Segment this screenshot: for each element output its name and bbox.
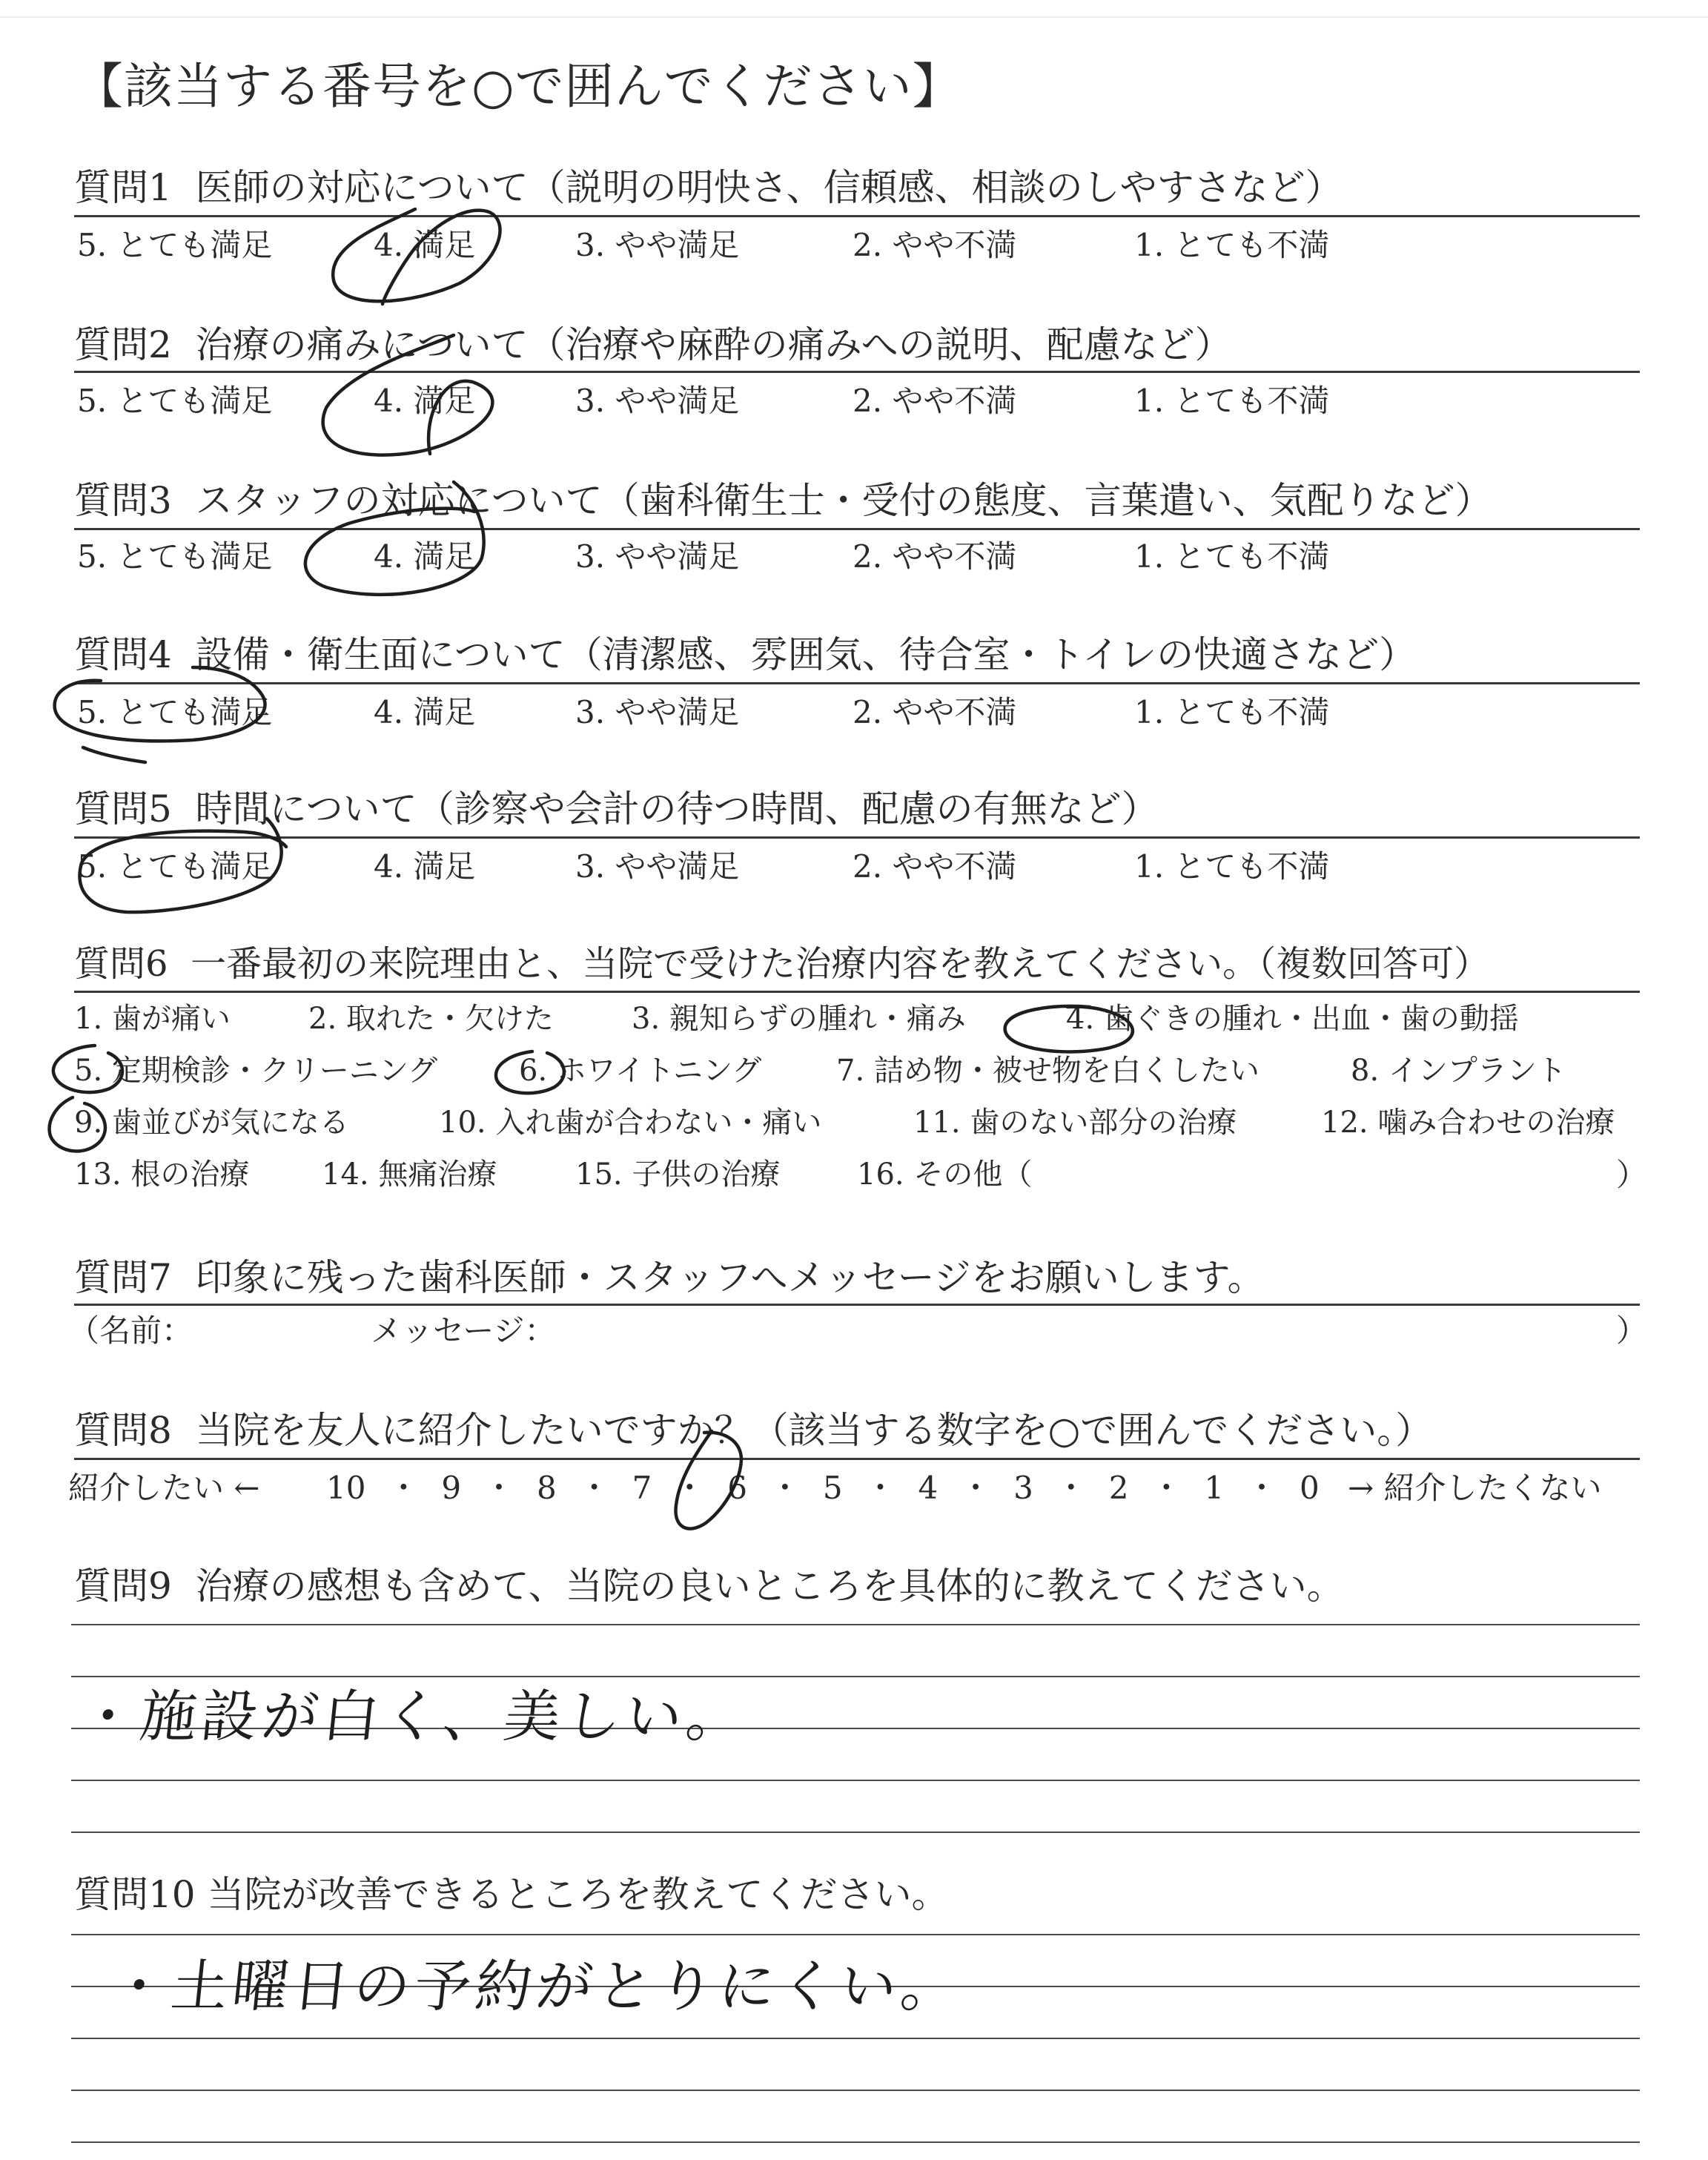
question-heading [74,1409,1433,1452]
recommend-scale [326,1470,1320,1506]
question-text: 医師の対応について（説明の明快さ、信頼感、相談のしやすさなど） [195,166,1343,209]
question-text: 治療の痛みについて（治療や麻酔の痛みへの説明、配慮など） [195,323,1232,366]
reason-option[interactable]: 5. 定期検診・クリーニング [74,1054,438,1088]
reason-option-other[interactable]: 16. その他（ [857,1157,1033,1192]
option-1[interactable]: 1. とても不満 [1134,383,1330,419]
name-label: （名前： [68,1312,193,1349]
scale-value[interactable]: 1 [1204,1470,1225,1506]
reason-option[interactable]: 3. 親知らずの腫れ・痛み [632,1002,966,1036]
reason-option[interactable]: 12. 噛み合わせの治療 [1321,1106,1615,1140]
question-heading [74,323,1232,366]
scale-value[interactable]: 6 [727,1470,747,1506]
answer-line [71,1624,1640,1625]
option-4[interactable]: 4. 満足 [374,538,476,575]
question-rule [74,836,1640,839]
reason-option[interactable]: 13. 根の治療 [74,1157,250,1192]
option-2[interactable]: 2. やや不満 [853,694,1017,730]
scale-value[interactable]: 10 [326,1470,366,1506]
scale-dot: ・ [769,1470,801,1506]
question-rule [74,215,1640,217]
question-rule [74,1458,1640,1460]
option-3[interactable]: 3. やや満足 [575,227,740,263]
question-label: 質問6 [74,943,168,985]
option-4[interactable]: 4. 満足 [374,848,476,885]
other-close-paren: ） [1616,1157,1648,1193]
question-text: 当院が改善できるところを教えてください。 [207,1873,949,1916]
answer-line [71,1934,1640,1935]
reason-option[interactable]: 2. 取れた・欠けた [308,1002,554,1036]
page-top-edge [0,16,1708,18]
question-rule [74,682,1640,684]
question-text: 当院を友人に紹介したいですか？（該当する数字を○で囲んでください。） [195,1409,1433,1452]
question-text: スタッフの対応について（歯科衛生士・受付の態度、言葉遣い、気配りなど） [195,479,1492,522]
scale-value[interactable]: 5 [822,1470,843,1506]
question-label: 質問5 [74,787,172,830]
answer-line [71,1832,1640,1833]
scale-left-label: 紹介したい ← [68,1470,260,1506]
question-rule [74,528,1640,530]
scale-dot: ・ [960,1470,992,1506]
option-1[interactable]: 1. とても不満 [1134,848,1330,885]
question-heading [74,1565,1344,1608]
option-3[interactable]: 3. やや満足 [575,538,740,575]
scale-value[interactable]: 7 [632,1470,652,1506]
answer-line [71,1780,1640,1781]
reason-option[interactable]: 14. 無痛治療 [322,1157,497,1192]
reason-option[interactable]: 7. 詰め物・被せ物を白くしたい [836,1054,1260,1088]
question-heading [74,1256,1265,1299]
option-2[interactable]: 2. やや不満 [853,227,1017,263]
question-label: 質問3 [74,479,172,522]
scale-value[interactable]: 2 [1108,1470,1129,1506]
option-1[interactable]: 1. とても不満 [1134,694,1330,730]
question-label: 質問8 [74,1409,172,1452]
option-5[interactable]: 5. とても満足 [77,848,273,885]
question-rule [74,991,1640,993]
scale-dot: ・ [578,1470,610,1506]
question-heading [74,787,1159,830]
handwritten-answer[interactable]: ・土曜日の予約がとりにくい。 [107,1953,966,2019]
question-label: 質問7 [74,1256,172,1299]
reason-option[interactable]: 15. 子供の治療 [575,1157,781,1192]
reason-option[interactable]: 9. 歯並びが気になる [74,1106,349,1140]
scale-dot: ・ [674,1470,706,1506]
question-label: 質問4 [74,633,172,676]
scale-value[interactable]: 4 [918,1470,939,1506]
question-text: 印象に残った歯科医師・スタッフへメッセージをお願いします。 [195,1256,1265,1299]
question-rule [74,1304,1640,1306]
scale-dot: ・ [1055,1470,1087,1506]
option-2[interactable]: 2. やや不満 [853,848,1017,885]
reason-option[interactable]: 11. 歯のない部分の治療 [913,1106,1237,1140]
question-label: 質問10 [74,1873,196,1916]
option-3[interactable]: 3. やや満足 [575,694,740,730]
option-2[interactable]: 2. やや不満 [853,383,1017,419]
scale-right-label: → 紹介したくない [1348,1470,1602,1506]
page-title: 【該当する番号を○で囲んでください】 [74,58,962,115]
question-label: 質問2 [74,323,172,366]
question-heading [74,633,1417,676]
scale-value[interactable]: 0 [1299,1470,1320,1506]
option-3[interactable]: 3. やや満足 [575,383,740,419]
option-5[interactable]: 5. とても満足 [77,538,273,575]
question-text: 治療の感想も含めて、当院の良いところを具体的に教えてください。 [195,1565,1344,1608]
message-label: メッセージ： [371,1312,556,1349]
answer-line [71,2090,1640,2091]
question-text: 一番最初の来院理由と、当院で受けた治療内容を教えてください。（複数回答可） [191,943,1490,985]
question-heading [74,166,1343,209]
question-label: 質問1 [74,166,172,209]
scale-dot: ・ [1151,1470,1182,1506]
option-5[interactable]: 5. とても満足 [77,694,273,730]
option-1[interactable]: 1. とても不満 [1134,538,1330,575]
question-label: 質問9 [74,1565,172,1608]
handwritten-answer[interactable]: ・施設が白く、美しい。 [76,1683,751,1749]
reason-option[interactable]: 10. 入れ歯が合わない・痛い [439,1106,822,1140]
option-2[interactable]: 2. やや不満 [853,538,1017,575]
question-text: 時間について（診察や会計の待つ時間、配慮の有無など） [195,787,1159,830]
reason-option[interactable]: 6. ホワイトニング [519,1054,762,1088]
answer-line [71,2038,1640,2039]
option-4[interactable]: 4. 満足 [374,694,476,730]
scale-dot: ・ [864,1470,896,1506]
scale-dot: ・ [483,1470,515,1506]
message-close-paren: ） [1616,1312,1648,1349]
scale-dot: ・ [1246,1470,1278,1506]
reason-option[interactable]: 8. インプラント [1351,1054,1566,1088]
question-heading [74,479,1492,522]
scale-value[interactable]: 8 [536,1470,557,1506]
option-4[interactable]: 4. 満足 [374,383,476,419]
reason-option[interactable]: 1. 歯が痛い [74,1002,231,1036]
question-heading [74,1873,949,1916]
question-text: 設備・衛生面について（清潔感、雰囲気、待合室・トイレの快適さなど） [195,633,1417,676]
option-1[interactable]: 1. とても不満 [1134,227,1330,263]
option-3[interactable]: 3. やや満足 [575,848,740,885]
answer-line [71,2141,1640,2143]
option-4[interactable]: 4. 満足 [374,227,476,263]
reason-option[interactable]: 4. 歯ぐきの腫れ・出血・歯の動揺 [1066,1002,1519,1036]
scale-value[interactable]: 9 [441,1470,462,1506]
scale-dot: ・ [388,1470,420,1506]
question-heading [74,943,1490,985]
scale-value[interactable]: 3 [1013,1470,1033,1506]
question-rule [74,371,1640,373]
option-5[interactable]: 5. とても満足 [77,227,273,263]
option-5[interactable]: 5. とても満足 [77,383,273,419]
